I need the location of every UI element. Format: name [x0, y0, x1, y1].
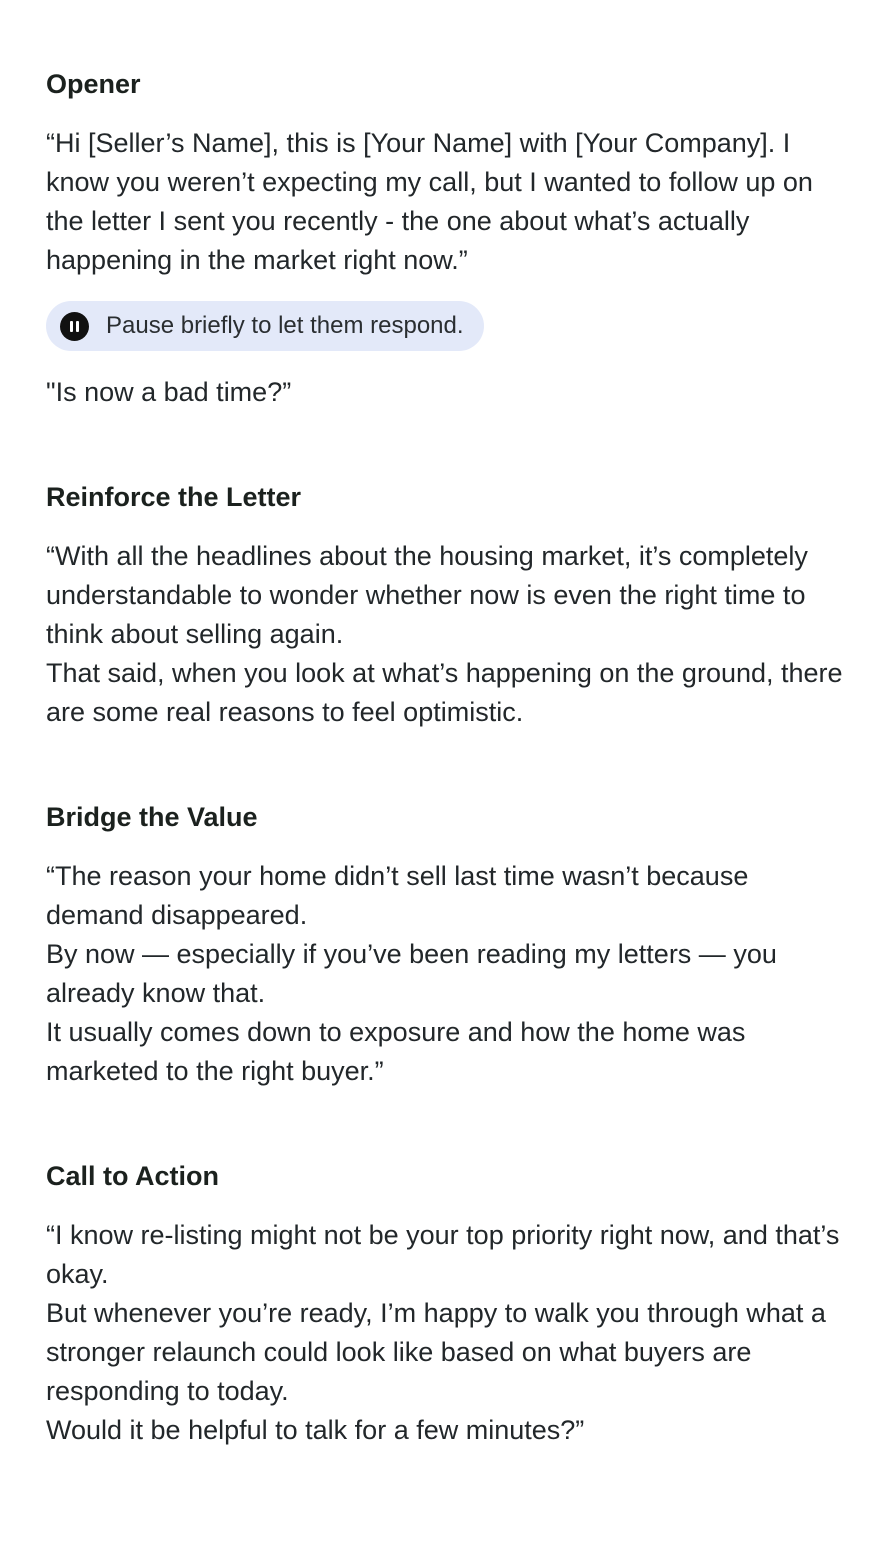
- section-heading: Reinforce the Letter: [46, 482, 302, 512]
- section-paragraph: “Hi [Seller’s Name], this is [Your Name] with [Your Company]. I know you weren’t expecting my call, but I wanted to follow up on the letter I sent you recently - the one about what’s actually happening in the market right now.”: [46, 128, 813, 275]
- pause-note-text: Pause briefly to let them respond.: [106, 312, 464, 339]
- section-paragraph: “With all the headlines about the housing market, it’s completely understandable to wonder whether now is even the right time to think about selling again. That said, when you look at what’s happening on the ground, there are some real reasons to feel optimistic.: [46, 541, 843, 727]
- section-call-to-action: [46, 1158, 843, 1450]
- section-bridge: [46, 799, 843, 1091]
- section-heading: Call to Action: [46, 1161, 219, 1191]
- section-paragraph: “I know re-listing might not be your top priority right now, and that’s okay. But whenever you’re ready, I’m happy to walk you through what a stronger relaunch could look like based on what buyers are responding to today. Would it be helpful to talk for a few minutes?”: [46, 1220, 840, 1445]
- opener-question: "Is now a bad time?”: [46, 377, 292, 407]
- section-paragraph: “The reason your home didn’t sell last time wasn’t because demand disappeared. By now — especially if you’ve been reading my letters — you already know that. It usually comes down to exposure and how the home was marketed to the right buyer.”: [46, 861, 777, 1086]
- pause-note: [46, 301, 484, 351]
- pause-icon: [60, 312, 89, 341]
- section-reinforce: [46, 479, 843, 732]
- section-heading: Bridge the Value: [46, 802, 258, 832]
- section-heading: Opener: [46, 69, 141, 99]
- section-opener: [46, 66, 843, 412]
